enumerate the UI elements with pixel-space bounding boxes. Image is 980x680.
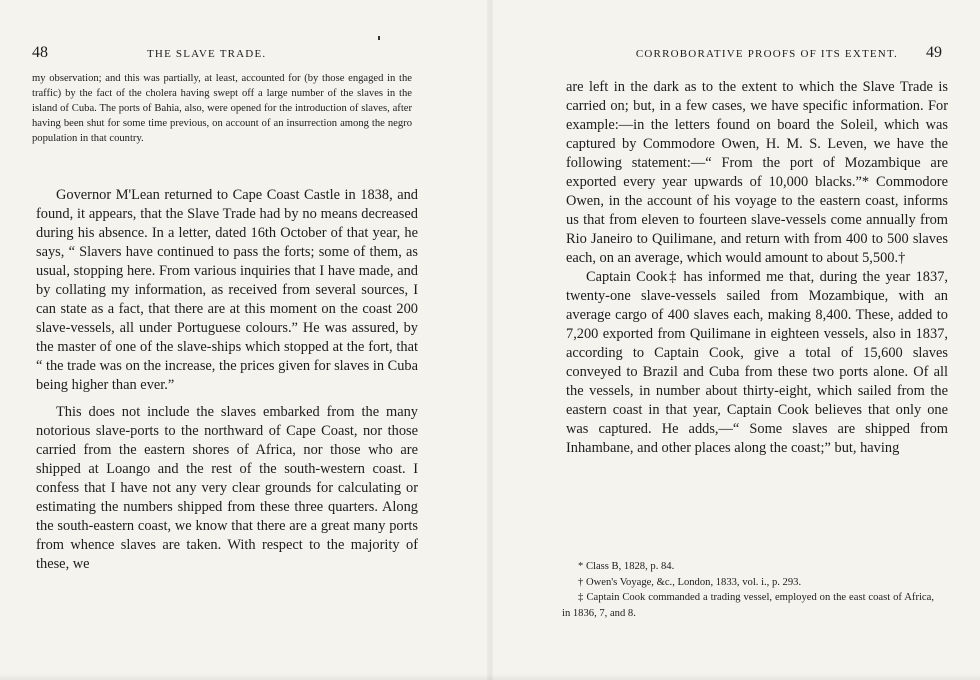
page-edge-shadow [0, 674, 980, 680]
left-paragraph-1: Governor M'Lean returned to Cape Coast Castle in 1838, and found, it appears, that the Slave Trade had by no means decreased during his absence. In a letter, dated 16th October of that year, he says, “ Slavers have continued to pass the forts; some of them, as usual, stopping here. From various inquiries that I have made, and by collating my information, as received from several sources, I can state as a fact, that there are at this moment on the coast 200 slave-vessels, all under Portuguese colours.” He was assured, by the master of one of the slave-ships which stopped at the fort, that “ the trade was on the increase, the prices given for slaves in Cuba being higher than ever.” [36, 187, 419, 393]
footnote-2: † Owen's Voyage, &c., London, 1833, vol. i., p. 293. [578, 576, 802, 588]
right-paragraph-1: are left in the dark as to the extent to which the Slave Trade is carried on; but, in a few cases, we have specific information. For example:—in the letters found on board the Soleil, which was captured by Commodore Owen, H. M. S. Leven, we have the following statement:—“ From the port of Mozambique are exported every year upwards of 10,000 blacks.”* Commodore Owen, in the account of his voyage to the eastern coast, informs us that from eleven to fourteen slave-vessels come annually from Rio Janeiro to Quilimane, and return with from 400 to 500 slaves each, on an average, which would amount to about 5,500.† [566, 79, 948, 266]
left-page-header [32, 44, 420, 68]
footnotes [562, 559, 934, 621]
right-running-head: CORROBORATIVE PROOFS OF ITS EXTENT. [635, 48, 898, 60]
left-body-text [36, 186, 418, 574]
right-page-header [578, 44, 942, 68]
right-paragraph-2: Captain Cook‡ has informed me that, during the year 1837, twenty-one slave-vessels sailed from Mozambique, with an average cargo of 400 slaves each, making 8,400. These, added to 7,200 exported from Quilimane in eighteen vessels, also in 1837, according to Captain Cook, give a total of 15,600 slaves conveyed to Brazil and Cuba from these two ports alone. Of all the vessels, in number about thirty-eight, which sailed from the eastern coast in that year, Captain Cook believes that only one was captured. He adds,—“ Some slaves are shipped from Inhambane, and other places along the coast;” but, having [566, 269, 948, 456]
left-running-head: THE SLAVE TRADE. [147, 48, 267, 60]
footnote-3: ‡ Captain Cook commanded a trading vessel, employed on the east coast of Africa, in 1836, 7, and 8. [562, 592, 934, 619]
footnote-1: * Class B, 1828, p. 84. [578, 561, 675, 572]
right-page [490, 0, 980, 680]
left-page-number: 48 [32, 44, 48, 61]
print-mark [378, 36, 380, 40]
right-body-text [566, 78, 948, 458]
left-paragraph-2: This does not include the slaves embarked from the many notorious slave-ports to the northward of Cape Coast, nor those carried from the eastern shores of Africa, nor those who are shipped at Loango and the rest of the south-western coast. I confess that I have not any very clear grounds for calculating or estimating the numbers shipped from these three quarters. Along the south-eastern coast, we know that there are a great many ports from whence slaves are taken. With respect to the majority of these, we [36, 404, 418, 572]
continued-small-text: my observation; and this was partially, at least, accounted for (by those engaged in the traffic) by the fact of the cholera having swept off a large number of the slaves in the island of Cuba. The ports of Bahia, also, were opened for the introduction of slaves, after having been shut for some time previous, on account of an insurrection among the negro population in that country. [32, 73, 412, 144]
right-page-number: 49 [926, 44, 942, 61]
